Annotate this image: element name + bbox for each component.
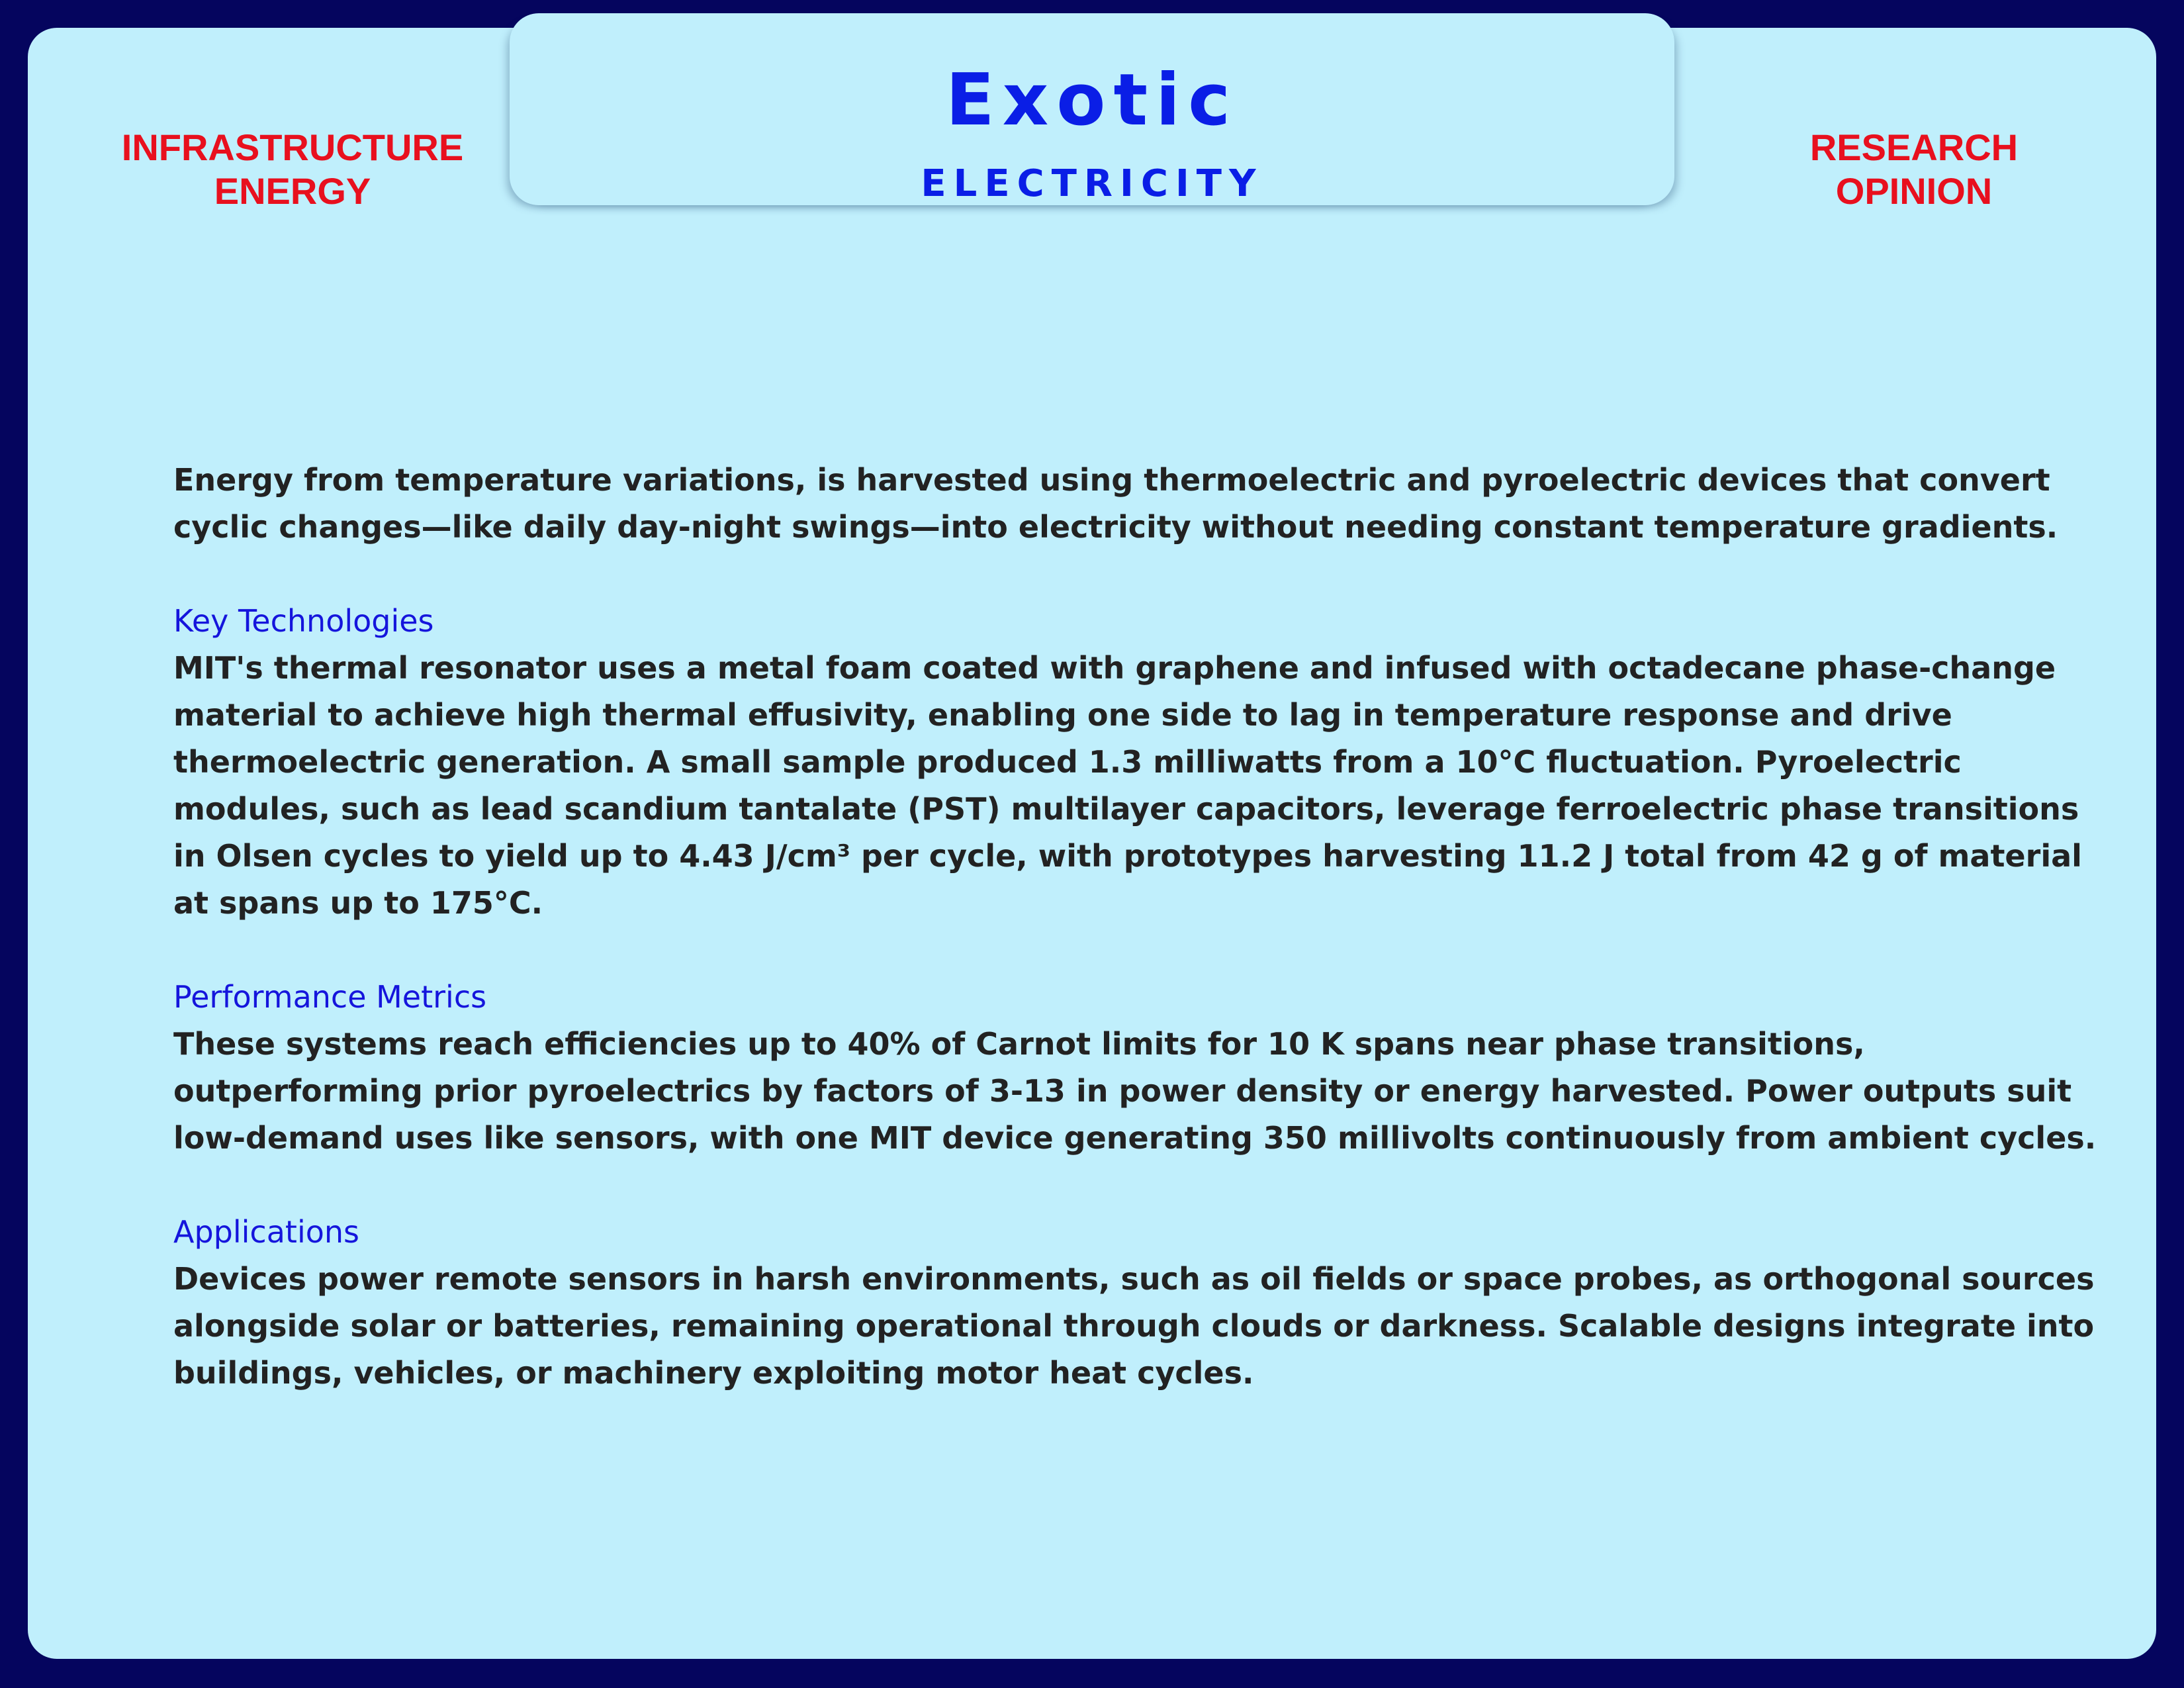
section-body-applications: Devices power remote sensors in harsh environments, such as oil fields or space probes, as orthogonal sources alongside solar or batteries, remaining operational through clouds or darkness. Scalable designs integrate into buildings, vehicles, or machinery exploiting motor heat cycles. (173, 1261, 2095, 1391)
intro-paragraph: Energy from temperature variations, is harvested using thermoelectric and pyroelectric devices that convert cyclic changes—like daily day-night swings—into electricity without needing constant temperature gradients. (173, 462, 2058, 545)
page-title: Exotic (945, 59, 1239, 142)
type-label-line-1: RESEARCH (1809, 126, 2019, 168)
section-heading-performance-metrics: Performance Metrics (173, 979, 487, 1015)
title-tab (510, 13, 1674, 205)
article-body (173, 457, 2106, 1397)
section-heading-key-technologies: Key Technologies (173, 603, 434, 639)
page-panel (28, 28, 2156, 1659)
section-body-key-technologies: MIT's thermal resonator uses a metal foam coated with graphene and infused with octadecane phase-change material to achieve high thermal effusivity, enabling one side to lag in temperature response and drive thermoelectric generation. A small sample produced 1.3 milliwatts from a 10°C fluctuation. Pyroelectric modules, such as lead scandium tantalate (PST) multilayer capacitors, leverage ferroelectric phase transitions in Olsen cycles to yield up to 4.43 J/cm³ per cycle, with prototypes harvesting 11.2 J total from 42 g of material at spans up to 175°C. (173, 650, 2082, 921)
category-label-line-1: INFRASTRUCTURE (121, 126, 464, 168)
category-label-line-2: ENERGY (214, 170, 371, 212)
type-label (1729, 126, 2099, 213)
category-label (107, 126, 478, 213)
section-heading-applications: Applications (173, 1214, 359, 1250)
section-body-performance-metrics: These systems reach efficiencies up to 40% of Carnot limits for 10 K spans near phase transitions, outperforming prior pyroelectrics by factors of 3-13 in power density or energy harvested. Power outputs suit low-demand uses like sensors, with one MIT device generating 350 millivolts continuously from ambient cycles. (173, 1026, 2097, 1156)
page-subtitle: ELECTRICITY (921, 162, 1263, 205)
type-label-line-2: OPINION (1835, 170, 1993, 212)
